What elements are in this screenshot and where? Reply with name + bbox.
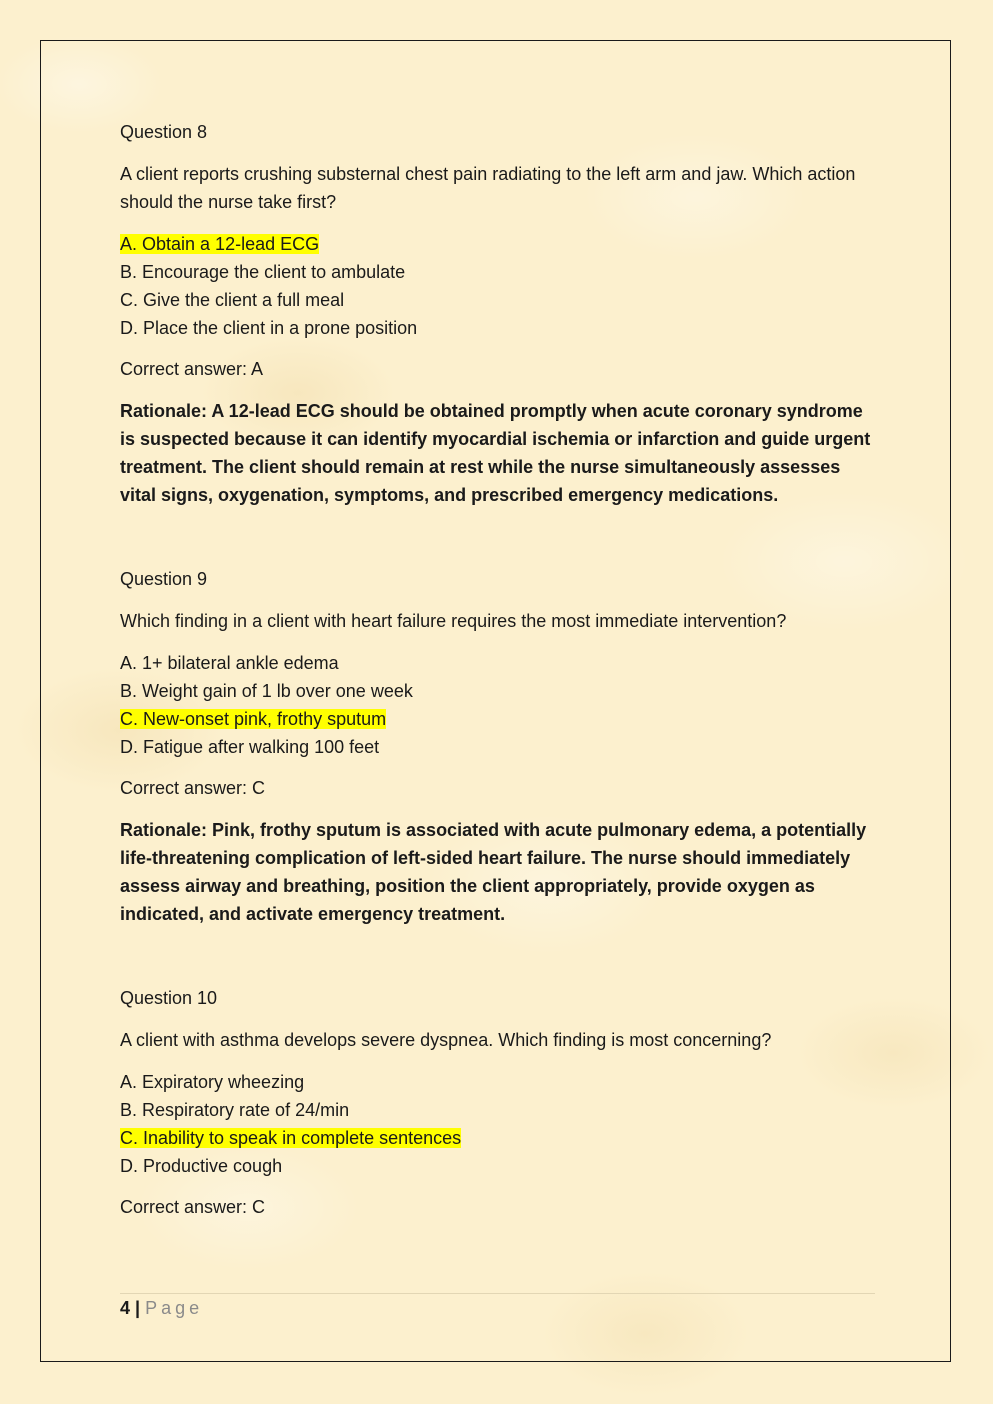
question-text: Which finding in a client with heart failure requires the most immediate intervention? (120, 611, 787, 631)
option-list (120, 649, 875, 761)
rationale-text: Rationale: A 12-lead ECG should be obtained promptly when acute coronary syndrome is suspected because it can identify myocardial ischemia or infarction and guide urgent treatment. The client should remain at rest while the nurse simultaneously assesses vital signs, oxygenation, symptoms, and prescribed emergency medications. (120, 401, 871, 505)
correct-option-highlight: A. Obtain a 12-lead ECG (120, 234, 320, 254)
spacer (120, 509, 875, 565)
option-list (120, 230, 875, 342)
option-item: A. 1+ bilateral ankle edema (120, 653, 339, 673)
option-item (120, 230, 875, 258)
option-item (120, 1124, 875, 1152)
page-footer (120, 1295, 203, 1321)
option-item: D. Place the client in a prone position (120, 318, 418, 338)
question-block (120, 118, 875, 509)
correct-answer: Correct answer: C (120, 1197, 266, 1217)
page-number: 4 (120, 1298, 131, 1318)
footer-separator: | (135, 1298, 141, 1318)
footer-divider (120, 1293, 875, 1294)
rationale-text: Rationale: Pink, frothy sputum is associated with acute pulmonary edema, a potentially life-threatening complication of left-sided heart failure. The nurse should immediately assess airway and breathing, position the client appropriately, provide oxygen as indicated, and activate emergency treatment. (120, 820, 867, 924)
option-item: B. Encourage the client to ambulate (120, 262, 406, 282)
correct-answer: Correct answer: C (120, 778, 266, 798)
question-title: Question 10 (120, 988, 218, 1008)
option-item: C. Give the client a full meal (120, 290, 345, 310)
spacer (120, 928, 875, 984)
question-block (120, 565, 875, 928)
option-item: D. Productive cough (120, 1156, 283, 1176)
question-title: Question 8 (120, 122, 208, 142)
option-list (120, 1068, 875, 1180)
option-item (120, 705, 875, 733)
option-item: A. Expiratory wheezing (120, 1072, 305, 1092)
page-label: Page (145, 1298, 204, 1318)
correct-option-highlight: C. Inability to speak in complete sentences (120, 1128, 462, 1148)
page-content (120, 118, 875, 1235)
option-item: B. Weight gain of 1 lb over one week (120, 681, 413, 701)
question-block (120, 984, 875, 1221)
question-text: A client reports crushing substernal chest pain radiating to the left arm and jaw. Which action should the nurse take first? (120, 164, 856, 212)
question-text: A client with asthma develops severe dyspnea. Which finding is most concerning? (120, 1030, 772, 1050)
option-item: D. Fatigue after walking 100 feet (120, 737, 380, 757)
correct-option-highlight: C. New-onset pink, frothy sputum (120, 709, 387, 729)
correct-answer: Correct answer: A (120, 359, 264, 379)
option-item: B. Respiratory rate of 24/min (120, 1100, 350, 1120)
question-title: Question 9 (120, 569, 208, 589)
